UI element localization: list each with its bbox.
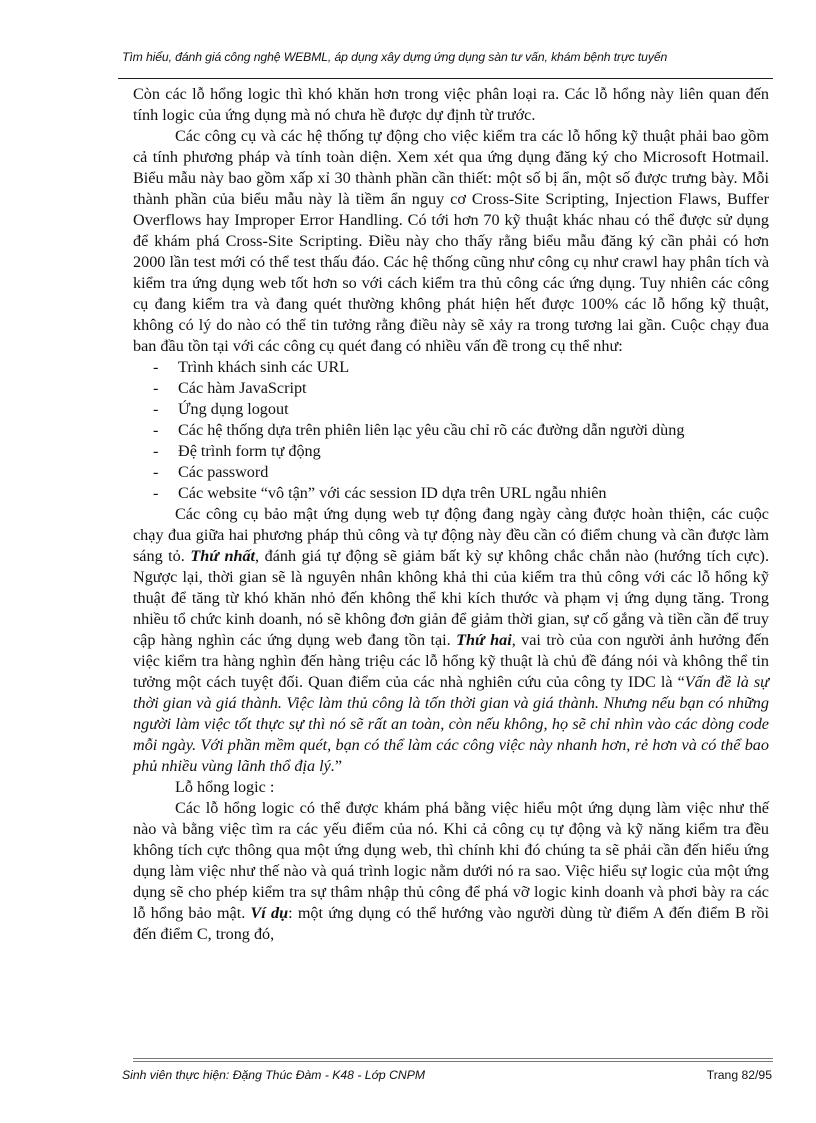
footer-author: Sinh viên thực hiện: Đặng Thúc Đàm - K48 - Lớp CNPM (122, 1068, 425, 1082)
list-item: - Ứng dụng logout (133, 399, 769, 420)
quote-close: ” (334, 757, 343, 775)
header-rule (118, 78, 773, 79)
paragraph-2: Các công cụ và các hệ thống tự động cho việc kiểm tra các lỗ hổng kỹ thuật phải bao gồm cả tính phương pháp và tính toàn diện. Xem xét qua ứng dụng đăng ký cho Microsoft Hotmail. Biểu mẫu này bao gồm xấp xỉ 30 thành phần cần thiết: một số bị ẩn, một số được trưng bày. Mỗi thành phần của biểu mẫu này là tiềm ẩn nguy cơ Cross-Site Scripting, Injection Flaws, Buffer Overflows hay Improper Error Handling. Có tới hơn 70 kỹ thuật khác nhau có thể được sử dụng để khám phá Cross-Site Scripting. Điều này cho thấy rằng biểu mẫu đăng ký cần phải có hơn 2000 lần test mới có thể test thấu đáo. Các hệ thống cũng như công cụ như crawl hay phân tích và kiểm tra ứng dụng web tốt hơn so với cách kiểm tra thủ công các ứng dụng. Tuy nhiên các công cụ đang kiểm tra và đang quét thường không phát hiện hết được 100% các lỗ hổng kỹ thuật, không có lý do nào có thể tin tưởng rằng điều này sẽ xảy ra trong tương lai gần. Cuộc chạy đua ban đầu tồn tại với các công cụ quét đang có nhiều vấn đề trong cụ thể như: (133, 127, 769, 355)
list-item: - Các website “vô tận” với các session ID dựa trên URL ngẫu nhiên (133, 483, 769, 504)
list-item: - Các password (133, 462, 769, 483)
running-footer (122, 1068, 772, 1082)
first-point-label: Thứ nhất (190, 547, 256, 565)
section-heading: Lỗ hổng logic : (175, 778, 275, 796)
list-item: - Trình khách sinh các URL (133, 357, 769, 378)
footer-rule-bottom (133, 1061, 773, 1062)
paragraph-4 (133, 798, 769, 945)
list-item: - Các hàm JavaScript (133, 378, 769, 399)
list-item: - Đệ trình form tự động (133, 441, 769, 462)
paragraph-3-text-c: , vai trò của con người ảnh hưởng đến việc kiểm tra hàng nghìn đến hàng triệu các lỗ hổng kỹ thuật là chủ đề đáng nói và không thể tin tưởng một cách tuyệt đối. Quan điểm của các nhà nghiên cứu của công ty IDC là “ (133, 631, 769, 691)
example-label: Ví dụ (250, 904, 289, 922)
idc-quote: Vấn đề là sự thời gian và giá thành. Việc làm thủ công là tốn thời gian và giá thành. Nhưng nếu bạn có những người làm việc tốt thực sự thì nó sẽ rất an toàn, còn nếu không, họ sẽ chỉ nhìn vào các dòng code mỗi ngày. Với phần mềm quét, bạn có thể làm các công việc này nhanh hơn, rẻ hơn và có thể bao phủ nhiều vùng lãnh thổ địa lý. (133, 673, 769, 775)
footer-rule-top (133, 1058, 773, 1059)
paragraph-4-text-b: : một ứng dụng có thể hướng vào người dùng từ điểm A đến điểm B rồi đến điểm C, trong đó, (133, 904, 769, 943)
paragraph-3-text-b: , đánh giá tự động sẽ giảm bất kỳ sự không chắc chắn nào (hướng tích cực). Ngược lại, thời gian sẽ là nguyên nhân không khả thi của kiểm tra thủ công với các lỗ hổng kỹ thuật để tăng từ khó khăn nhỏ đến không thể khi kích thước và phạm vị ứng dụng tăng. Trong nhiều tổ chức kinh doanh, nó sẽ không đơn giản để giảm thời gian, sự cố gắng và tiền cần để truy cập hàng nghìn các ứng dụng web đang tồn tại. (133, 547, 769, 649)
paragraph-3-text-a: Các công cụ bảo mật ứng dụng web tự động đang ngày càng được hoàn thiện, các cuộc chạy đua giữa hai phương pháp thủ công và tự động này đều cần có điểm chung và cần được làm sáng tỏ. (133, 505, 769, 565)
second-point-label: Thứ hai (456, 631, 512, 649)
paragraph-1: Còn các lỗ hổng logic thì khó khăn hơn trong việc phân loại ra. Các lỗ hổng này liên quan đến tính logic của ứng dụng mà nó chưa hề được dự định từ trước. (133, 85, 769, 124)
body-text (133, 84, 769, 945)
running-header: Tìm hiểu, đánh giá công nghệ WEBML, áp dụng xây dựng ứng dụng sàn tư vấn, khám bệnh trực tuyến (122, 50, 668, 64)
paragraph-3 (133, 504, 769, 777)
list-item: - Các hệ thống dựa trên phiên liên lạc yêu cầu chỉ rõ các đường dẫn người dùng (133, 420, 769, 441)
dash-list (133, 357, 769, 504)
page-number: Trang 82/95 (706, 1068, 772, 1082)
paragraph-4-text-a: Các lỗ hổng logic có thể được khám phá bằng việc hiểu một ứng dụng làm việc như thế nào và bằng việc tìm ra các yếu điểm của nó. Khi cả công cụ tự động và kỹ năng kiểm tra đều không tích cực thông qua một ứng dụng web, thì chính khi đó chúng ta sẽ phải cần đến hiểu ứng dụng làm việc như thế nào và quá trình logic nằm dưới nó ra sao. Việc hiểu sự logic của một ứng dụng sẽ cho phép kiểm tra sự thâm nhập thủ công để phá vỡ logic kinh doanh và phơi bày ra các lỗ hổng bảo mật. (133, 799, 769, 922)
